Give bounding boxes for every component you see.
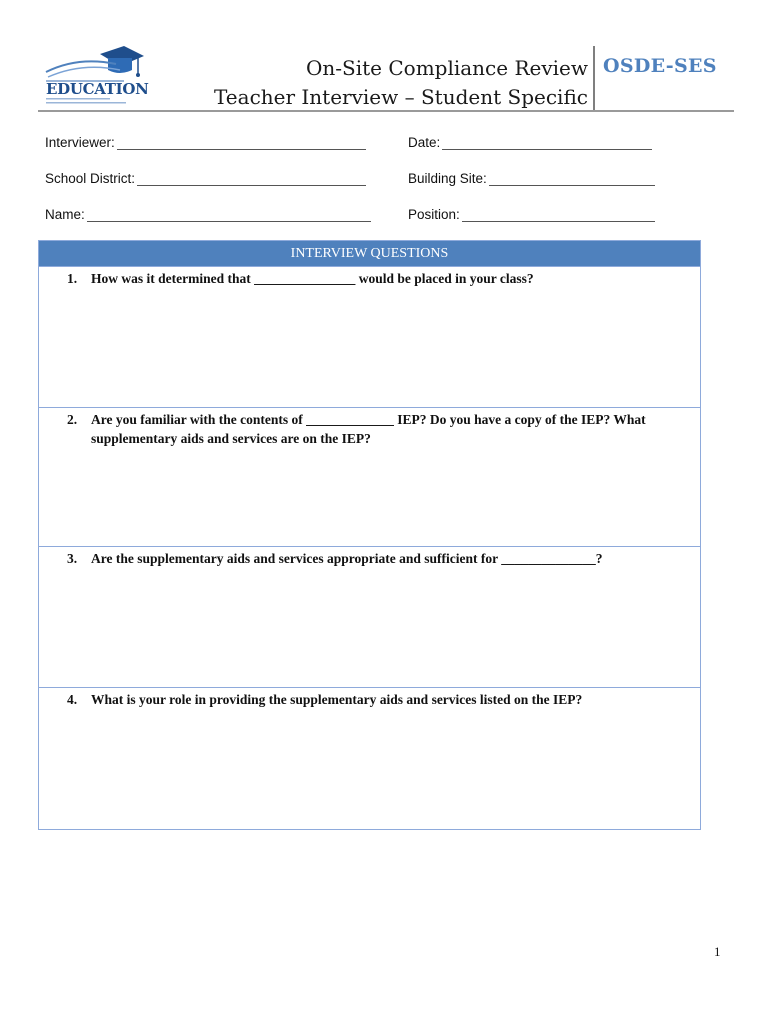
date-label: Date: xyxy=(408,135,441,150)
header-rule xyxy=(38,110,734,112)
school-district-label: School District: xyxy=(45,171,136,186)
position-label: Position: xyxy=(408,207,460,222)
interviewer-line[interactable] xyxy=(117,135,366,150)
question-number: 4. xyxy=(67,692,78,707)
question-3[interactable] xyxy=(39,546,700,687)
interviewer-label: Interviewer: xyxy=(45,135,115,150)
date-field[interactable] xyxy=(408,132,652,150)
title-divider xyxy=(593,46,595,110)
name-field[interactable] xyxy=(45,204,371,222)
school-district-field[interactable] xyxy=(45,168,366,186)
question-1[interactable] xyxy=(39,266,700,407)
interviewer-field[interactable] xyxy=(45,132,366,150)
page-number: 1 xyxy=(714,944,721,959)
title-line-1: On-Site Compliance Review xyxy=(305,56,588,80)
document-title xyxy=(180,54,588,112)
question-text: How was it determined that _______________ would be placed in your class? xyxy=(91,271,534,286)
interview-questions-heading: INTERVIEW QUESTIONS xyxy=(39,241,700,266)
question-text: What is your role in providing the supplementary aids and services listed on the IEP? xyxy=(91,692,583,707)
building-site-field[interactable] xyxy=(408,168,655,186)
title-line-2: Teacher Interview – Student Specific xyxy=(214,85,588,109)
name-label: Name: xyxy=(45,207,85,222)
position-line[interactable] xyxy=(462,207,655,222)
question-text: Are you familiar with the contents of _____________ IEP? Do you have a copy of the IEP? What supplementary aids and services are on the IEP? xyxy=(91,412,646,446)
brand-label: OSDE-SES xyxy=(603,55,717,77)
position-field[interactable] xyxy=(408,204,655,222)
question-4[interactable] xyxy=(39,687,700,827)
building-site-line[interactable] xyxy=(489,171,655,186)
question-number: 2. xyxy=(67,412,78,427)
question-2[interactable] xyxy=(39,407,700,546)
question-text: Are the supplementary aids and services appropriate and sufficient for ______________? xyxy=(91,551,603,566)
interview-questions-box xyxy=(38,240,701,830)
question-number: 1. xyxy=(67,271,78,286)
education-logo xyxy=(38,44,149,106)
building-site-label: Building Site: xyxy=(408,171,487,186)
question-number: 3. xyxy=(67,551,78,566)
school-district-line[interactable] xyxy=(137,171,366,186)
date-line[interactable] xyxy=(442,135,652,150)
logo-wordmark: EDUCATION xyxy=(46,80,149,98)
name-line[interactable] xyxy=(87,207,371,222)
